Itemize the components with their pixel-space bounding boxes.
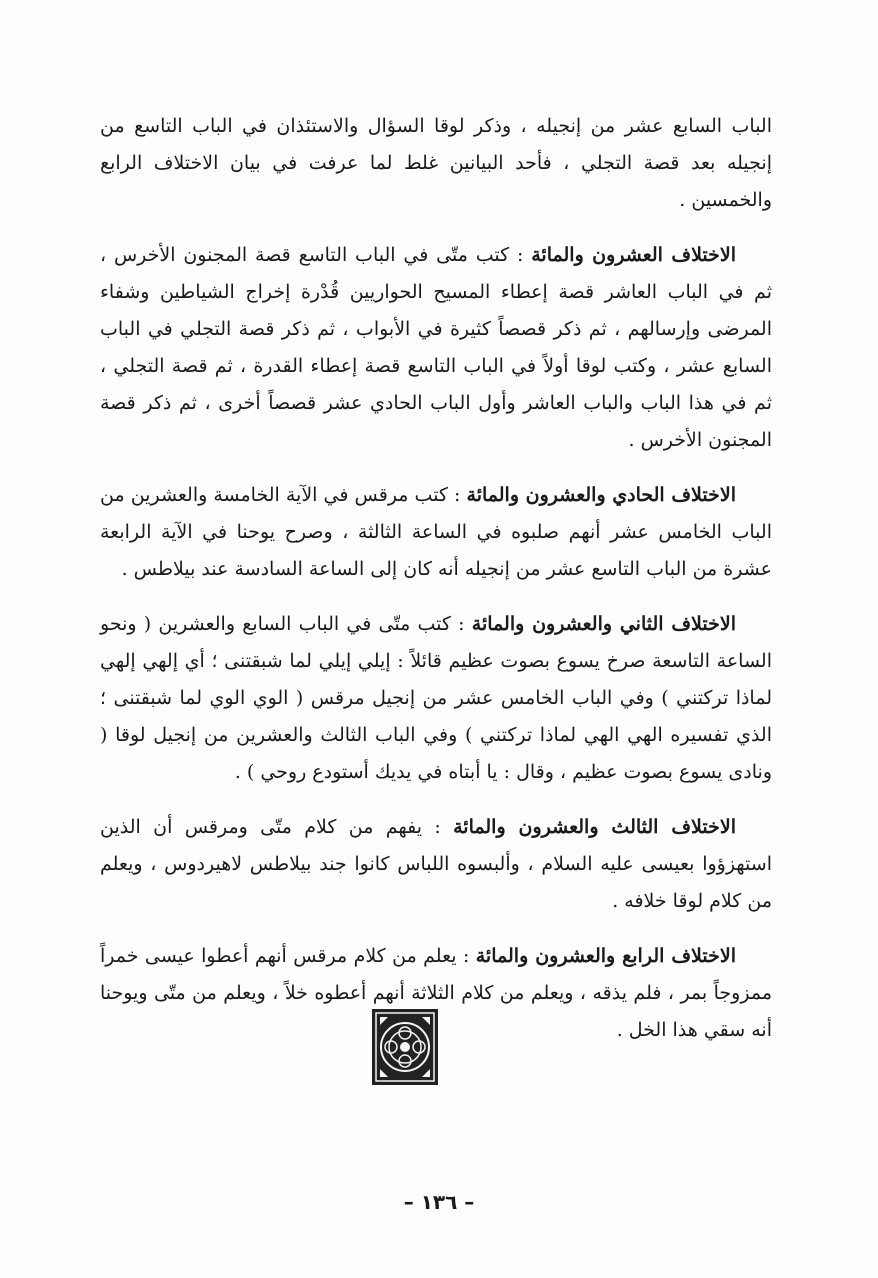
page-number: – ١٣٦ – (403, 1190, 475, 1214)
page-text (100, 108, 772, 1067)
arabesque-ornament-icon (371, 1008, 439, 1086)
paragraph-2 (100, 237, 772, 459)
paragraph-1 (100, 108, 772, 219)
paragraph-heading: الاختلاف الثالث والعشرون والمائة (453, 816, 736, 838)
paragraph-body: : يعلم من كلام مرقس أنهم أعطوا عيسى خمراً ممزوجاً بمر ، فلم يذقه ، ويعلم من كلام الثلاثة أنهم أعطوه خلاً ، ويعلم من متّى ويوحنا أنه سقي هذا الخل . (100, 945, 772, 1041)
paragraph-heading: الاختلاف الثاني والعشرون والمائة (471, 613, 736, 635)
paragraph-body: : كتب مرقس في الآية الخامسة والعشرين من الباب الخامس عشر أنهم صلبوه في الساعة الثالثة ، وصرح يوحنا في الآية الرابعة عشرة من الباب التاسع عشر من إنجيله أنه كان إلى الساعة السادسة عند بيلاطس . (100, 484, 772, 580)
ornament-graphic (371, 1008, 439, 1086)
paragraph-body: : كتب متّى في الباب السابع والعشرين ( ونحو الساعة التاسعة صرخ يسوع بصوت عظيم قائلاً : إيلي إيلي لما شبقتنى ؛ أي إلهي إلهي لماذا تركتني ) وفي الباب الخامس عشر من إنجيل مرقس ( الوي الوي لما شبقتنى ؛ الذي تفسيره الهي الهي لماذا تركتني ) وفي الباب الثالث والعشرين من إنجيل لوقا ( ونادى يسوع بصوت عظيم ، وقال : يا أبتاه في يديك أستودع روحي ) . (100, 613, 772, 783)
paragraph-body: : يفهم من كلام متّى ومرقس أن الذين استهزؤوا بعيسى عليه السلام ، وألبسوه اللباس كانوا جند بيلاطس لاهيردوس ، ويعلم من كلام لوقا خلافه . (100, 816, 772, 912)
paragraph-heading: الاختلاف العشرون والمائة (531, 244, 736, 266)
paragraph-4 (100, 606, 772, 791)
paragraph-heading: الاختلاف الرابع والعشرون والمائة (475, 945, 736, 967)
paragraph-3 (100, 477, 772, 588)
paragraph-body: : كتب متّى في الباب التاسع قصة المجنون الأخرس ، ثم في الباب العاشر قصة إعطاء المسيح الحواريين قُدْرة إخراج الشياطين وشفاء المرضى وإرسالهم ، ثم ذكر قصصاً كثيرة في الأبواب ، ثم ذكر قصة التجلي في الباب السابع عشر ، وكتب لوقا أولاً في الباب التاسع قصة إعطاء القدرة ، ثم قصة التجلي ، ثم في هذا الباب والباب العاشر وأول الباب الحادي عشر قصصاً أخرى ، ثم ذكر قصة المجنون الأخرس . (100, 244, 772, 451)
paragraph-body: الباب السابع عشر من إنجيله ، وذكر لوقا السؤال والاستئذان في الباب التاسع من إنجيله بعد قصة التجلي ، فأحد البيانين غلط لما عرفت في بيان الاختلاف الرابع والخمسين . (100, 115, 772, 211)
paragraph-heading: الاختلاف الحادي والعشرون والمائة (466, 484, 736, 506)
ornament-center (400, 1042, 410, 1052)
paragraph-5 (100, 809, 772, 920)
